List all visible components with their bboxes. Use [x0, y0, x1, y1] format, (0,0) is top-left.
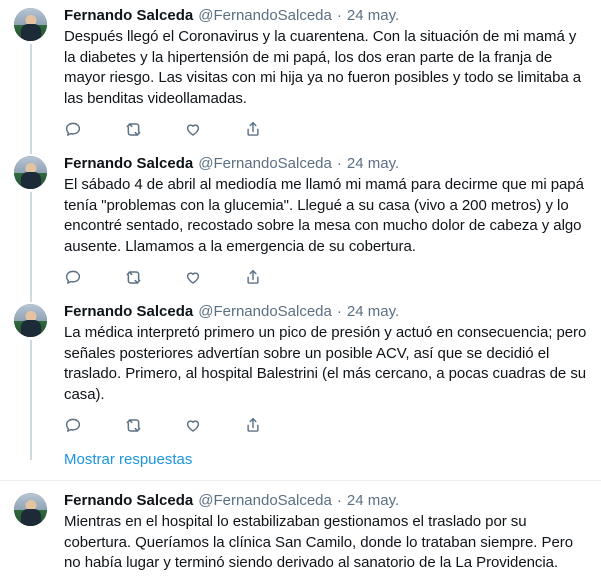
- tweet-date[interactable]: 24 may.: [346, 303, 400, 320]
- author-handle[interactable]: @FernandoSalceda: [198, 7, 332, 24]
- share-icon[interactable]: [244, 414, 304, 436]
- reply-icon[interactable]: [64, 118, 124, 140]
- tweet-content: [62, 6, 587, 142]
- tweet-content: [62, 302, 591, 438]
- tweet-date[interactable]: 24 may.: [346, 7, 400, 24]
- tweet-header: [64, 302, 587, 321]
- tweet-text: Después llegó el Coronavirus y la cuarentena. Con la situación de mi mamá y la diabetes y la hipertensión de mi papá, los dos eran parte de la franja de mayor riesgo. Las visitas con mi hija ya no fueron posibles y todo se limitaba a las benditas videollamadas.: [64, 28, 586, 107]
- like-icon[interactable]: [184, 414, 244, 436]
- author-name[interactable]: Fernando Salceda: [64, 7, 194, 24]
- reply-icon[interactable]: [64, 266, 124, 288]
- retweet-icon[interactable]: [124, 266, 184, 288]
- like-icon[interactable]: [184, 118, 244, 140]
- avatar-column: [14, 491, 62, 574]
- avatar[interactable]: [14, 156, 47, 189]
- author-name[interactable]: Fernando Salceda: [64, 303, 194, 320]
- retweet-icon[interactable]: [124, 414, 184, 436]
- share-icon[interactable]: [244, 118, 304, 140]
- tweet-header: [64, 491, 587, 510]
- tweet-content: [62, 491, 587, 574]
- tweet-item[interactable]: [0, 144, 601, 292]
- tweet-date[interactable]: 24 may.: [346, 492, 400, 509]
- tweet-header: [64, 154, 587, 173]
- avatar[interactable]: [14, 8, 47, 41]
- thread-connector-line: [30, 426, 32, 460]
- tweet-header: [64, 6, 587, 25]
- avatar[interactable]: [14, 304, 47, 337]
- avatar[interactable]: [14, 493, 47, 526]
- author-handle[interactable]: @FernandoSalceda: [198, 155, 332, 172]
- show-replies-row[interactable]: [0, 440, 601, 480]
- avatar-column: [14, 440, 62, 480]
- thread-connector-line: [30, 44, 32, 154]
- avatar-body: [21, 24, 41, 41]
- avatar-body: [21, 509, 41, 526]
- share-icon[interactable]: [244, 266, 304, 288]
- header-separator: ·: [336, 7, 342, 24]
- avatar-column: [14, 6, 62, 142]
- reply-icon[interactable]: [64, 414, 124, 436]
- header-separator: ·: [336, 492, 342, 509]
- tweet-date[interactable]: 24 may.: [346, 155, 400, 172]
- tweet-item[interactable]: [0, 292, 601, 440]
- retweet-icon[interactable]: [124, 118, 184, 140]
- tweet-text: El sábado 4 de abril al mediodía me llamó mi mamá para decirme que mi papá tenía "problemas con la glucemia". Llegué a su casa (vivo a 200 metros) y lo encontré sentado, recostado sobre la mesa con mucho dolor de cabeza y algo ausente. Llamamos a la emergencia de su cobertura.: [64, 176, 589, 255]
- header-separator: ·: [336, 155, 342, 172]
- avatar-column: [14, 302, 62, 438]
- header-separator: ·: [336, 303, 342, 320]
- tweet-text: La médica interpretó primero un pico de presión y actuó en consecuencia; pero señales posteriores advertían sobre un posible ACV, así que se decidió el traslado. Primero, al hospital Balestrini (el más cercano, a pocas cuadras de su casa).: [64, 324, 591, 403]
- tweet-actions: [64, 266, 494, 288]
- like-icon[interactable]: [184, 266, 244, 288]
- avatar-body: [21, 172, 41, 189]
- tweet-item[interactable]: [0, 481, 601, 576]
- tweet-content: [62, 154, 587, 290]
- author-handle[interactable]: @FernandoSalceda: [198, 492, 332, 509]
- tweet-item[interactable]: [0, 0, 601, 144]
- author-name[interactable]: Fernando Salceda: [64, 155, 194, 172]
- author-name[interactable]: Fernando Salceda: [64, 492, 194, 509]
- thread-connector-line: [30, 192, 32, 302]
- tweet-actions: [64, 414, 494, 436]
- tweet-actions: [64, 118, 494, 140]
- avatar-column: [14, 154, 62, 290]
- author-handle[interactable]: @FernandoSalceda: [198, 303, 332, 320]
- tweet-text: Mientras en el hospital lo estabilizaban gestionamos el traslado por su cobertura. Queríamos la clínica San Camilo, donde lo trataban siempre. Pero no había lugar y terminó siendo derivado al sanatorio de la La Providencia.: [64, 513, 578, 571]
- show-replies-link[interactable]: Mostrar respuestas: [64, 451, 193, 468]
- avatar-body: [21, 320, 41, 337]
